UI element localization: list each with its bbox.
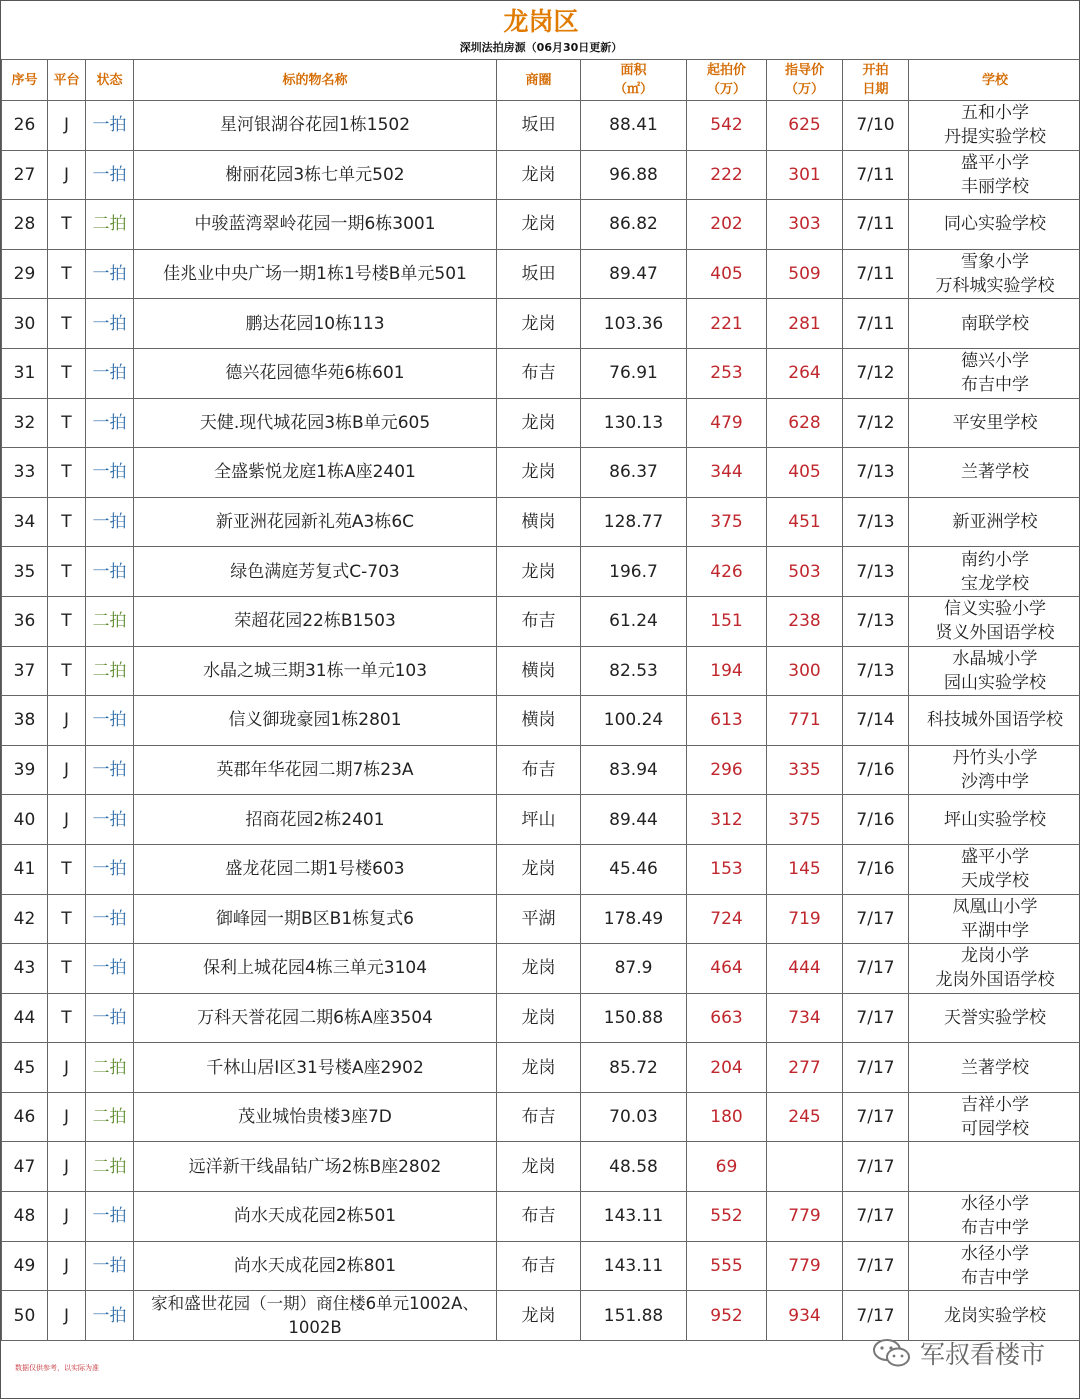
- cell-start: 375: [687, 497, 767, 547]
- cell-date: 7/10: [843, 101, 909, 151]
- cell-no: 28: [2, 200, 48, 250]
- table-row: [2, 894, 1080, 944]
- cell-name: 德兴花园德华苑6栋601: [134, 348, 497, 398]
- cell-platform: T: [48, 448, 86, 498]
- cell-area: 龙岗: [497, 398, 581, 448]
- cell-platform: T: [48, 249, 86, 299]
- cell-school: 盛平小学 丰丽学校: [909, 150, 1080, 200]
- cell-name: 远洋新干线晶钻广场2栋B座2802: [134, 1142, 497, 1192]
- cell-status: 二拍: [86, 1142, 134, 1192]
- cell-guide: 719: [767, 894, 843, 944]
- cell-status: 一拍: [86, 448, 134, 498]
- cell-size: 85.72: [581, 1043, 687, 1093]
- cell-size: 196.7: [581, 547, 687, 597]
- cell-start: 194: [687, 646, 767, 696]
- cell-start: 405: [687, 249, 767, 299]
- cell-date: 7/16: [843, 795, 909, 845]
- cell-date: 7/17: [843, 1291, 909, 1341]
- cell-status: 一拍: [86, 547, 134, 597]
- column-header: 起拍价 （万）: [687, 60, 767, 101]
- cell-name: 御峰园一期B区B1栋复式6: [134, 894, 497, 944]
- cell-platform: T: [48, 299, 86, 349]
- cell-size: 45.46: [581, 844, 687, 894]
- cell-guide: 451: [767, 497, 843, 547]
- table-row: [2, 200, 1080, 250]
- cell-area: 布吉: [497, 596, 581, 646]
- cell-name: 信义御珑豪园1栋2801: [134, 696, 497, 746]
- table-row: [2, 249, 1080, 299]
- cell-platform: T: [48, 398, 86, 448]
- cell-date: 7/17: [843, 1142, 909, 1192]
- cell-size: 89.44: [581, 795, 687, 845]
- cell-date: 7/16: [843, 844, 909, 894]
- cell-no: 49: [2, 1241, 48, 1291]
- table-row: [2, 299, 1080, 349]
- cell-guide: [767, 1142, 843, 1192]
- cell-date: 7/13: [843, 497, 909, 547]
- cell-school: [909, 1142, 1080, 1192]
- cell-platform: T: [48, 200, 86, 250]
- cell-no: 47: [2, 1142, 48, 1192]
- cell-date: 7/13: [843, 448, 909, 498]
- cell-date: 7/17: [843, 1241, 909, 1291]
- cell-school: 水径小学 布吉中学: [909, 1241, 1080, 1291]
- cell-status: 一拍: [86, 150, 134, 200]
- cell-no: 43: [2, 944, 48, 994]
- cell-start: 312: [687, 795, 767, 845]
- cell-guide: 771: [767, 696, 843, 746]
- cell-area: 坂田: [497, 101, 581, 151]
- cell-status: 二拍: [86, 1092, 134, 1142]
- cell-size: 103.36: [581, 299, 687, 349]
- cell-school: 凤凰山小学 平湖中学: [909, 894, 1080, 944]
- cell-status: 一拍: [86, 696, 134, 746]
- cell-size: 82.53: [581, 646, 687, 696]
- cell-date: 7/13: [843, 596, 909, 646]
- cell-no: 46: [2, 1092, 48, 1142]
- cell-date: 7/17: [843, 944, 909, 994]
- cell-size: 83.94: [581, 745, 687, 795]
- cell-guide: 734: [767, 993, 843, 1043]
- cell-area: 龙岗: [497, 1142, 581, 1192]
- cell-platform: T: [48, 348, 86, 398]
- cell-no: 36: [2, 596, 48, 646]
- cell-school: 坪山实验学校: [909, 795, 1080, 845]
- cell-start: 613: [687, 696, 767, 746]
- cell-start: 542: [687, 101, 767, 151]
- cell-guide: 277: [767, 1043, 843, 1093]
- cell-platform: J: [48, 696, 86, 746]
- cell-school: 吉祥小学 可园学校: [909, 1092, 1080, 1142]
- table-row: [2, 795, 1080, 845]
- cell-name: 荣超花园22栋B1503: [134, 596, 497, 646]
- cell-guide: 625: [767, 101, 843, 151]
- cell-school: 德兴小学 布吉中学: [909, 348, 1080, 398]
- cell-date: 7/11: [843, 200, 909, 250]
- table-row: [2, 646, 1080, 696]
- cell-area: 龙岗: [497, 1043, 581, 1093]
- cell-area: 坂田: [497, 249, 581, 299]
- cell-name: 鹏达花园10栋113: [134, 299, 497, 349]
- cell-guide: 503: [767, 547, 843, 597]
- cell-guide: 405: [767, 448, 843, 498]
- cell-no: 31: [2, 348, 48, 398]
- cell-start: 952: [687, 1291, 767, 1341]
- cell-size: 178.49: [581, 894, 687, 944]
- cell-no: 50: [2, 1291, 48, 1341]
- column-header: 序号: [2, 60, 48, 101]
- cell-school: 新亚洲学校: [909, 497, 1080, 547]
- cell-start: 151: [687, 596, 767, 646]
- cell-area: 龙岗: [497, 200, 581, 250]
- cell-guide: 335: [767, 745, 843, 795]
- cell-status: 二拍: [86, 596, 134, 646]
- cell-start: 663: [687, 993, 767, 1043]
- cell-start: 253: [687, 348, 767, 398]
- cell-platform: J: [48, 745, 86, 795]
- cell-date: 7/14: [843, 696, 909, 746]
- cell-school: 丹竹头小学 沙湾中学: [909, 745, 1080, 795]
- cell-no: 29: [2, 249, 48, 299]
- cell-date: 7/12: [843, 398, 909, 448]
- table-body: [2, 101, 1080, 1341]
- cell-date: 7/17: [843, 1043, 909, 1093]
- cell-date: 7/11: [843, 249, 909, 299]
- cell-status: 二拍: [86, 200, 134, 250]
- cell-size: 87.9: [581, 944, 687, 994]
- cell-area: 坪山: [497, 795, 581, 845]
- cell-platform: J: [48, 101, 86, 151]
- cell-platform: T: [48, 844, 86, 894]
- table-row: [2, 1192, 1080, 1242]
- cell-school: 兰著学校: [909, 448, 1080, 498]
- column-header: 学校: [909, 60, 1080, 101]
- cell-status: 一拍: [86, 844, 134, 894]
- cell-area: 布吉: [497, 1192, 581, 1242]
- cell-platform: J: [48, 795, 86, 845]
- cell-guide: 245: [767, 1092, 843, 1142]
- cell-date: 7/17: [843, 1192, 909, 1242]
- cell-guide: 264: [767, 348, 843, 398]
- cell-school: 水径小学 布吉中学: [909, 1192, 1080, 1242]
- cell-area: 布吉: [497, 1241, 581, 1291]
- cell-start: 296: [687, 745, 767, 795]
- table-row: [2, 1092, 1080, 1142]
- cell-name: 榭丽花园3栋七单元502: [134, 150, 497, 200]
- cell-name: 佳兆业中央广场一期1栋1号楼B单元501: [134, 249, 497, 299]
- cell-guide: 934: [767, 1291, 843, 1341]
- cell-status: 一拍: [86, 745, 134, 795]
- table-row: [2, 547, 1080, 597]
- cell-platform: T: [48, 596, 86, 646]
- cell-platform: J: [48, 1241, 86, 1291]
- cell-area: 龙岗: [497, 150, 581, 200]
- cell-area: 横岗: [497, 497, 581, 547]
- cell-no: 32: [2, 398, 48, 448]
- cell-area: 横岗: [497, 646, 581, 696]
- cell-size: 143.11: [581, 1192, 687, 1242]
- cell-size: 88.41: [581, 101, 687, 151]
- cell-status: 一拍: [86, 1291, 134, 1341]
- cell-platform: T: [48, 944, 86, 994]
- cell-platform: T: [48, 894, 86, 944]
- table-row: [2, 1043, 1080, 1093]
- cell-platform: J: [48, 1092, 86, 1142]
- cell-school: 雪象小学 万科城实验学校: [909, 249, 1080, 299]
- cell-no: 40: [2, 795, 48, 845]
- cell-name: 千林山居I区31号楼A座2902: [134, 1043, 497, 1093]
- cell-platform: J: [48, 1291, 86, 1341]
- cell-guide: 303: [767, 200, 843, 250]
- cell-school: 科技城外国语学校: [909, 696, 1080, 746]
- table-row: [2, 745, 1080, 795]
- cell-school: 兰著学校: [909, 1043, 1080, 1093]
- cell-date: 7/11: [843, 299, 909, 349]
- table-header-row: [2, 60, 1080, 101]
- cell-no: 37: [2, 646, 48, 696]
- cell-no: 48: [2, 1192, 48, 1242]
- cell-platform: T: [48, 497, 86, 547]
- table-row: [2, 993, 1080, 1043]
- cell-no: 38: [2, 696, 48, 746]
- cell-no: 26: [2, 101, 48, 151]
- cell-start: 479: [687, 398, 767, 448]
- cell-no: 33: [2, 448, 48, 498]
- column-header: 指导价 （万）: [767, 60, 843, 101]
- cell-platform: J: [48, 150, 86, 200]
- cell-start: 202: [687, 200, 767, 250]
- cell-school: 水晶城小学 园山实验学校: [909, 646, 1080, 696]
- table-row: [2, 101, 1080, 151]
- cell-name: 茂业城怡贵楼3座7D: [134, 1092, 497, 1142]
- cell-name: 中骏蓝湾翠岭花园一期6栋3001: [134, 200, 497, 250]
- cell-start: 222: [687, 150, 767, 200]
- cell-area: 平湖: [497, 894, 581, 944]
- cell-guide: 628: [767, 398, 843, 448]
- cell-name: 家和盛世花园（一期）商住楼6单元1002A、1002B: [134, 1291, 497, 1341]
- cell-status: 一拍: [86, 398, 134, 448]
- cell-school: 信义实验小学 贤义外国语学校: [909, 596, 1080, 646]
- cell-start: 464: [687, 944, 767, 994]
- footnote: 数据仅供参考，以实际为准: [15, 1364, 99, 1372]
- cell-start: 69: [687, 1142, 767, 1192]
- table-row: [2, 944, 1080, 994]
- cell-platform: J: [48, 1192, 86, 1242]
- cell-guide: 779: [767, 1241, 843, 1291]
- cell-date: 7/13: [843, 547, 909, 597]
- cell-guide: 300: [767, 646, 843, 696]
- cell-guide: 779: [767, 1192, 843, 1242]
- cell-name: 绿色满庭芳复式C-703: [134, 547, 497, 597]
- cell-status: 一拍: [86, 993, 134, 1043]
- cell-no: 42: [2, 894, 48, 944]
- cell-name: 保利上城花园4栋三单元3104: [134, 944, 497, 994]
- cell-guide: 444: [767, 944, 843, 994]
- column-header: 商圈: [497, 60, 581, 101]
- cell-start: 180: [687, 1092, 767, 1142]
- page-subtitle: 深圳法拍房源（06月30日更新）: [459, 41, 623, 54]
- table-row: [2, 448, 1080, 498]
- cell-size: 61.24: [581, 596, 687, 646]
- cell-area: 龙岗: [497, 993, 581, 1043]
- cell-guide: 301: [767, 150, 843, 200]
- cell-status: 一拍: [86, 944, 134, 994]
- cell-status: 二拍: [86, 1043, 134, 1093]
- table-row: [2, 497, 1080, 547]
- cell-guide: 375: [767, 795, 843, 845]
- table-row: [2, 1241, 1080, 1291]
- cell-no: 44: [2, 993, 48, 1043]
- cell-start: 204: [687, 1043, 767, 1093]
- cell-no: 30: [2, 299, 48, 349]
- cell-status: 一拍: [86, 894, 134, 944]
- cell-size: 128.77: [581, 497, 687, 547]
- cell-date: 7/17: [843, 993, 909, 1043]
- cell-name: 星河银湖谷花园1栋1502: [134, 101, 497, 151]
- cell-size: 150.88: [581, 993, 687, 1043]
- cell-date: 7/12: [843, 348, 909, 398]
- cell-date: 7/17: [843, 894, 909, 944]
- cell-area: 龙岗: [497, 299, 581, 349]
- cell-size: 130.13: [581, 398, 687, 448]
- cell-start: 724: [687, 894, 767, 944]
- cell-area: 龙岗: [497, 547, 581, 597]
- watermark-text: 军叔看楼市: [919, 1340, 1045, 1369]
- cell-status: 一拍: [86, 299, 134, 349]
- watermark: [872, 1335, 1045, 1371]
- table-row: [2, 348, 1080, 398]
- cell-start: 426: [687, 547, 767, 597]
- cell-date: 7/11: [843, 150, 909, 200]
- cell-name: 水晶之城三期31栋一单元103: [134, 646, 497, 696]
- cell-date: 7/17: [843, 1092, 909, 1142]
- cell-platform: J: [48, 1142, 86, 1192]
- table-row: [2, 844, 1080, 894]
- cell-guide: 509: [767, 249, 843, 299]
- cell-start: 221: [687, 299, 767, 349]
- cell-size: 151.88: [581, 1291, 687, 1341]
- column-header: 开拍 日期: [843, 60, 909, 101]
- column-header: 面积 （㎡）: [581, 60, 687, 101]
- table-row: [2, 696, 1080, 746]
- cell-size: 48.58: [581, 1142, 687, 1192]
- cell-size: 86.82: [581, 200, 687, 250]
- cell-guide: 281: [767, 299, 843, 349]
- cell-area: 龙岗: [497, 944, 581, 994]
- cell-no: 45: [2, 1043, 48, 1093]
- cell-size: 86.37: [581, 448, 687, 498]
- cell-school: 五和小学 丹提实验学校: [909, 101, 1080, 151]
- cell-status: 一拍: [86, 348, 134, 398]
- cell-no: 39: [2, 745, 48, 795]
- cell-no: 35: [2, 547, 48, 597]
- cell-name: 全盛紫悦龙庭1栋A座2401: [134, 448, 497, 498]
- cell-name: 尚水天成花园2栋801: [134, 1241, 497, 1291]
- cell-platform: T: [48, 547, 86, 597]
- cell-name: 天健.现代城花园3栋B单元605: [134, 398, 497, 448]
- cell-guide: 145: [767, 844, 843, 894]
- cell-name: 万科天誉花园二期6栋A座3504: [134, 993, 497, 1043]
- cell-status: 一拍: [86, 795, 134, 845]
- cell-size: 100.24: [581, 696, 687, 746]
- cell-size: 143.11: [581, 1241, 687, 1291]
- cell-school: 龙岗小学 龙岗外国语学校: [909, 944, 1080, 994]
- cell-name: 英郡年华花园二期7栋23A: [134, 745, 497, 795]
- cell-area: 龙岗: [497, 448, 581, 498]
- cell-platform: J: [48, 1043, 86, 1093]
- cell-status: 一拍: [86, 1241, 134, 1291]
- cell-platform: T: [48, 646, 86, 696]
- cell-no: 41: [2, 844, 48, 894]
- table-row: [2, 596, 1080, 646]
- cell-school: 平安里学校: [909, 398, 1080, 448]
- cell-school: 南联学校: [909, 299, 1080, 349]
- cell-start: 153: [687, 844, 767, 894]
- cell-status: 一拍: [86, 497, 134, 547]
- cell-name: 盛龙花园二期1号楼603: [134, 844, 497, 894]
- cell-area: 布吉: [497, 745, 581, 795]
- cell-area: 龙岗: [497, 1291, 581, 1341]
- table-row: [2, 1142, 1080, 1192]
- table-row: [2, 150, 1080, 200]
- cell-school: 同心实验学校: [909, 200, 1080, 250]
- cell-date: 7/13: [843, 646, 909, 696]
- cell-size: 76.91: [581, 348, 687, 398]
- cell-start: 344: [687, 448, 767, 498]
- cell-status: 一拍: [86, 1192, 134, 1242]
- cell-status: 一拍: [86, 101, 134, 151]
- cell-area: 布吉: [497, 1092, 581, 1142]
- cell-size: 70.03: [581, 1092, 687, 1142]
- column-header: 标的物名称: [134, 60, 497, 101]
- column-header: 平台: [48, 60, 86, 101]
- column-header: 状态: [86, 60, 134, 101]
- cell-name: 新亚洲花园新礼苑A3栋6C: [134, 497, 497, 547]
- cell-area: 龙岗: [497, 844, 581, 894]
- cell-school: 天誉实验学校: [909, 993, 1080, 1043]
- cell-platform: T: [48, 993, 86, 1043]
- cell-name: 招商花园2栋2401: [134, 795, 497, 845]
- cell-start: 552: [687, 1192, 767, 1242]
- page-title: 龙岗区: [503, 7, 579, 36]
- listing-table: [1, 59, 1080, 1341]
- cell-area: 布吉: [497, 348, 581, 398]
- cell-school: 盛平小学 天成学校: [909, 844, 1080, 894]
- cell-no: 34: [2, 497, 48, 547]
- cell-date: 7/16: [843, 745, 909, 795]
- wechat-icon: [872, 1338, 912, 1368]
- cell-size: 89.47: [581, 249, 687, 299]
- cell-status: 一拍: [86, 249, 134, 299]
- cell-no: 27: [2, 150, 48, 200]
- table-row: [2, 1291, 1080, 1341]
- cell-school: 龙岗实验学校: [909, 1291, 1080, 1341]
- cell-guide: 238: [767, 596, 843, 646]
- cell-size: 96.88: [581, 150, 687, 200]
- cell-area: 横岗: [497, 696, 581, 746]
- cell-school: 南约小学 宝龙学校: [909, 547, 1080, 597]
- table-row: [2, 398, 1080, 448]
- cell-start: 555: [687, 1241, 767, 1291]
- cell-name: 尚水天成花园2栋501: [134, 1192, 497, 1242]
- cell-status: 二拍: [86, 646, 134, 696]
